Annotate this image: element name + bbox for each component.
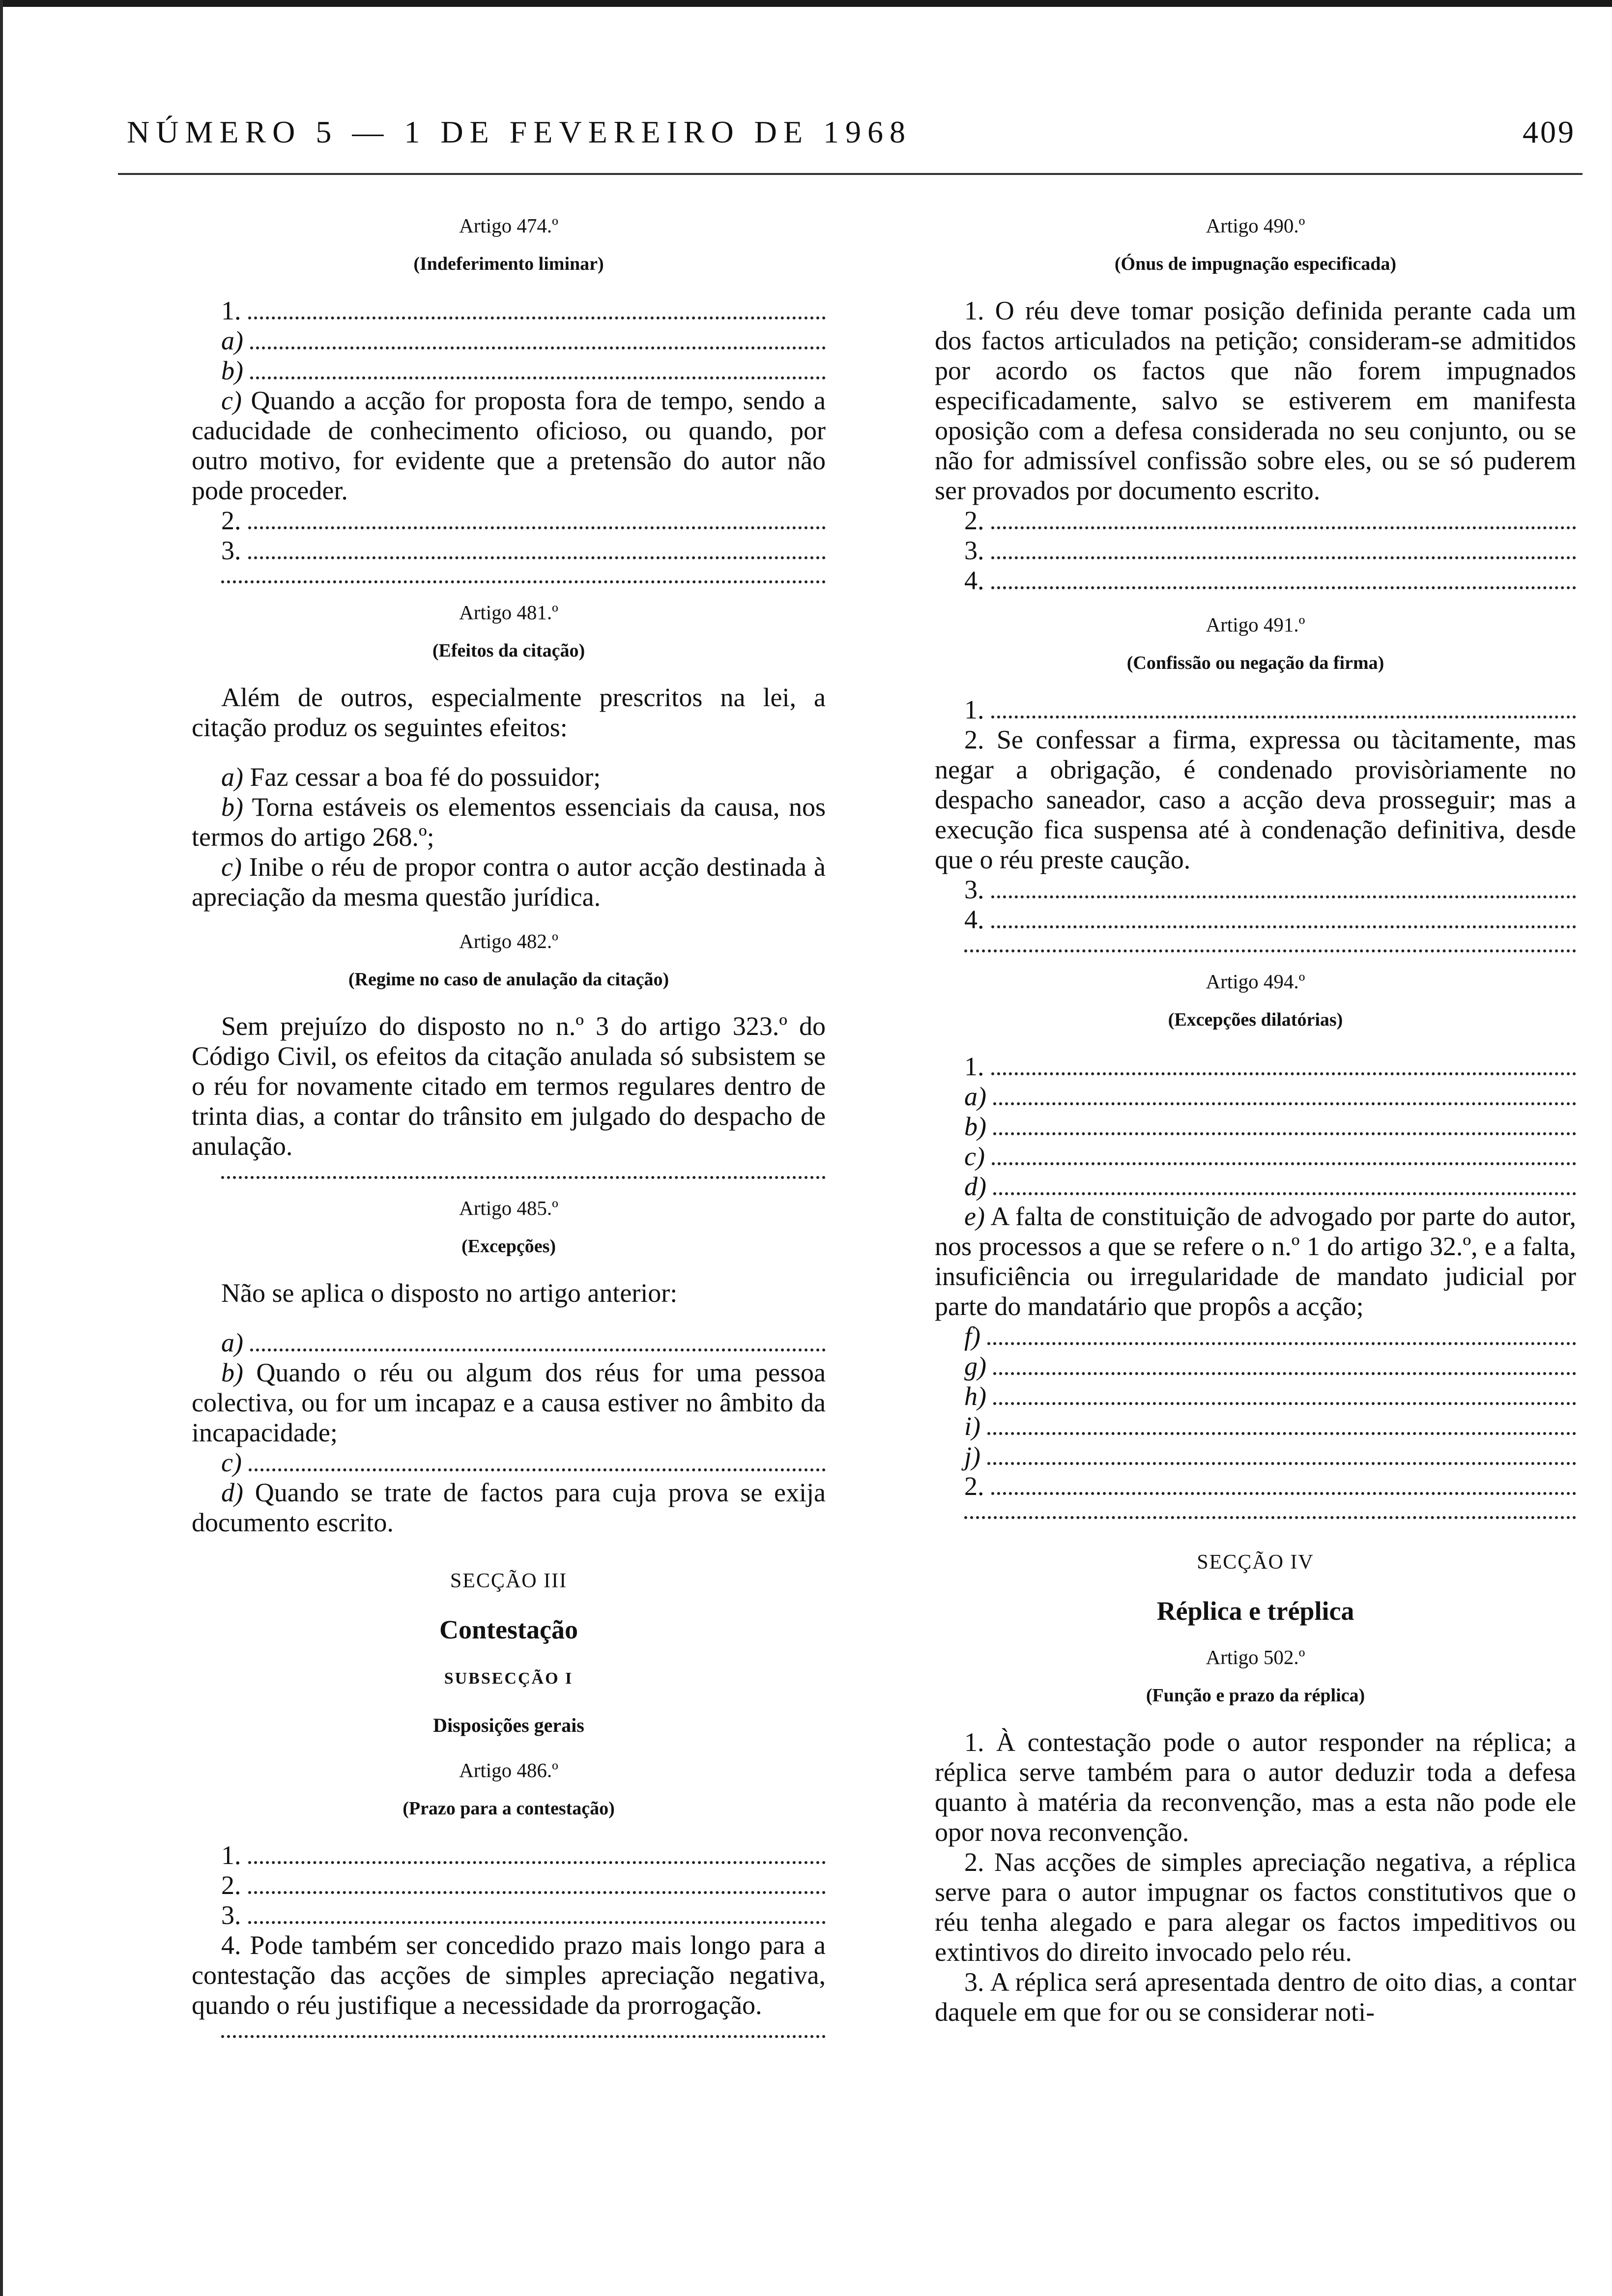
paragraph: b) Torna estáveis os elementos essenciais da causa, nos termos do artigo 268.º;: [192, 792, 826, 852]
dot-leader: [991, 556, 1577, 559]
dot-leader: [993, 1192, 1576, 1195]
right-column: [935, 197, 1576, 2027]
dot-leader: [248, 1921, 826, 1924]
dot-leader: [993, 1132, 1576, 1135]
article-481-title: (Efeitos da citação): [432, 640, 585, 661]
paragraph: 1. O réu deve tomar posição definida perante cada um dos factos articulados na petição; consideram-se admitidos por acordo os factos que não forem impugnados especificadamente, salvo se estiverem em manifesta oposição com a defesa considerada no seu conjunto, ou se não for admissível confissão sobre eles, ou se só puderem ser provados por documento escrito.: [935, 296, 1576, 505]
paragraph: 3. A réplica será apresentada dentro de oito dias, a contar daquele em que for ou se considerar noti-: [935, 1967, 1576, 2027]
dot-leader: [249, 1468, 826, 1471]
dot-leader: [987, 1342, 1576, 1345]
paragraph: 2. Se confessar a firma, expressa ou tàcitamente, mas negar a obrigação, é condenado provisòriamente no despacho saneador, caso a acção deva prosseguir; mas a execução fica suspensa até à condenação definitiva, desde que o réu preste caução.: [935, 725, 1576, 874]
paragraph: e) A falta de constituição de advogado por parte do autor, nos processos a que se refere o n.º 1 do artigo 32.º, e a falta, insuficiência ou irregularidade de mandato judicial por parte do mandatário que propôs a acção;: [935, 1202, 1576, 1321]
dot-leader: [991, 526, 1577, 529]
paragraph: d) Quando se trate de factos para cuja prova se exija documento escrito.: [192, 1478, 826, 1537]
elided-item: 4.: [935, 566, 1576, 596]
issue-date: NÚMERO 5 — 1 DE FEVEREIRO DE 1968: [127, 115, 912, 149]
page-top-border: [0, 0, 1612, 7]
dot-leader: [250, 1349, 826, 1351]
dot-leader: [964, 1501, 1576, 1519]
article-474-heading: Artigo 474.º: [459, 214, 558, 237]
article-494-title: (Excepções dilatórias): [1168, 1009, 1343, 1030]
article-491-heading: Artigo 491.º: [1206, 613, 1305, 636]
dot-leader: [991, 716, 1577, 718]
dot-leader: [248, 1891, 826, 1894]
elided-item: b): [192, 356, 826, 386]
dot-leader: [248, 526, 826, 529]
dot-leader: [991, 925, 1577, 928]
dot-leader: [221, 2020, 826, 2038]
dot-leader: [991, 586, 1577, 589]
page-number: 409: [1523, 115, 1576, 149]
dot-leader: [993, 1102, 1576, 1105]
dot-leader: [992, 1162, 1576, 1165]
section-heading: SECÇÃO IV: [1197, 1551, 1314, 1574]
header-rule: [118, 173, 1583, 175]
article-502-title: (Função e prazo da réplica): [1146, 1685, 1365, 1706]
article-485-title: (Excepções): [461, 1236, 556, 1257]
article-486-title: (Prazo para a contestação): [403, 1798, 615, 1819]
paragraph: c) Quando a acção for proposta fora de tempo, sendo a caducidade de conhecimento oficioso, ou quando, por outro motivo, for evidente que a pretensão do autor não pode proceder.: [192, 386, 826, 505]
elided-item: 2.: [192, 506, 826, 536]
article-490-title: (Ónus de impugnação especificada): [1114, 254, 1397, 274]
elided-item: 1.: [935, 695, 1576, 725]
elided-item: c): [935, 1142, 1576, 1172]
dot-leader: [964, 935, 1576, 952]
article-485-heading: Artigo 485.º: [459, 1197, 558, 1219]
dot-leader: [248, 556, 826, 559]
article-486-heading: Artigo 486.º: [459, 1759, 558, 1781]
dot-leader: [991, 1072, 1577, 1075]
page-header: [118, 114, 1583, 158]
elided-item: c): [192, 1448, 826, 1478]
paragraph: c) Inibe o réu de propor contra o autor acção destinada à apreciação da mesma questão jurídica.: [192, 852, 826, 912]
paragraph: 1. À contestação pode o autor responder na réplica; a réplica serve também para o autor deduzir toda a defesa quanto à matéria da reconvenção, mas a esta não pode ele opor nova reconvenção.: [935, 1727, 1576, 1847]
elided-item: d): [935, 1172, 1576, 1202]
article-481-heading: Artigo 481.º: [459, 601, 558, 624]
elided-item: 1.: [192, 1840, 826, 1870]
elided-item: 1.: [192, 296, 826, 326]
elided-item: 3.: [935, 536, 1576, 566]
elided-item: a): [192, 326, 826, 356]
elided-item: 2.: [935, 1471, 1576, 1501]
elided-item: 3.: [192, 536, 826, 566]
dot-leader: [221, 566, 826, 583]
article-491-title: (Confissão ou negação da firma): [1126, 653, 1384, 673]
elided-item: g): [935, 1351, 1576, 1381]
dot-leader: [248, 316, 826, 319]
section-title: Contestação: [439, 1615, 578, 1644]
elided-item: a): [935, 1082, 1576, 1112]
section-title: Réplica e tréplica: [1156, 1596, 1354, 1626]
dot-leader: [221, 1161, 826, 1179]
subsection-heading: SUBSECÇÃO I: [444, 1669, 574, 1688]
page-left-edge: [0, 0, 3, 2296]
paragraph: a) Faz cessar a boa fé do possuidor;: [221, 762, 601, 792]
elided-item: a): [192, 1328, 826, 1358]
elided-item: 2.: [935, 506, 1576, 536]
subsection-title: Disposições gerais: [433, 1714, 584, 1736]
elided-item: 3.: [935, 875, 1576, 905]
paragraph: Além de outros, especialmente prescritos na lei, a citação produz os seguintes efeitos:: [192, 683, 826, 742]
article-494-heading: Artigo 494.º: [1206, 970, 1305, 993]
dot-leader: [250, 376, 826, 379]
dot-leader: [993, 1372, 1576, 1375]
elided-item: b): [935, 1112, 1576, 1142]
article-482-title: (Regime no caso de anulação da citação): [348, 969, 669, 990]
paragraph: Sem prejuízo do disposto no n.º 3 do artigo 323.º do Código Civil, os efeitos da citação anulada só subsistem se o réu for novamente citado em termos regulares dentro de trinta dias, a contar do trânsito em julgado do despacho de anulação.: [192, 1011, 826, 1161]
paragraph: 4. Pode também ser concedido prazo mais longo para a contestação das acções de simples apreciação negativa, quando o réu justifique a necessidade da prorrogação.: [192, 1930, 826, 2020]
dot-leader: [248, 1861, 826, 1864]
elided-item: h): [935, 1381, 1576, 1411]
article-502-heading: Artigo 502.º: [1206, 1646, 1305, 1668]
article-490-heading: Artigo 490.º: [1206, 214, 1305, 237]
elided-item: 1.: [935, 1052, 1576, 1082]
dot-leader: [991, 1492, 1577, 1495]
paragraph: Não se aplica o disposto no artigo anterior:: [221, 1278, 678, 1308]
elided-item: 3.: [192, 1900, 826, 1930]
article-482-heading: Artigo 482.º: [459, 930, 558, 952]
elided-item: 4.: [935, 905, 1576, 935]
paragraph: 2. Nas acções de simples apreciação negativa, a réplica serve para o autor impugnar os factos constitutivos que o réu tenha alegado e para alegar os factos impeditivos ou extintivos do direito invocado pelo réu.: [935, 1847, 1576, 1967]
dot-leader: [250, 346, 826, 349]
dot-leader: [991, 895, 1577, 898]
article-474-title: (Indeferimento liminar): [413, 254, 604, 274]
dot-leader: [987, 1432, 1576, 1435]
elided-item: 2.: [192, 1870, 826, 1900]
paragraph: b) Quando o réu ou algum dos réus for uma pessoa colectiva, ou for um incapaz e a causa estiver no âmbito da incapacidade;: [192, 1358, 826, 1447]
section-heading: SECÇÃO III: [450, 1570, 568, 1592]
dot-leader: [987, 1462, 1576, 1465]
elided-item: i): [935, 1411, 1576, 1441]
dot-leader: [993, 1402, 1576, 1405]
elided-item: j): [935, 1441, 1576, 1471]
elided-item: f): [935, 1321, 1576, 1351]
left-column: [192, 197, 826, 2049]
